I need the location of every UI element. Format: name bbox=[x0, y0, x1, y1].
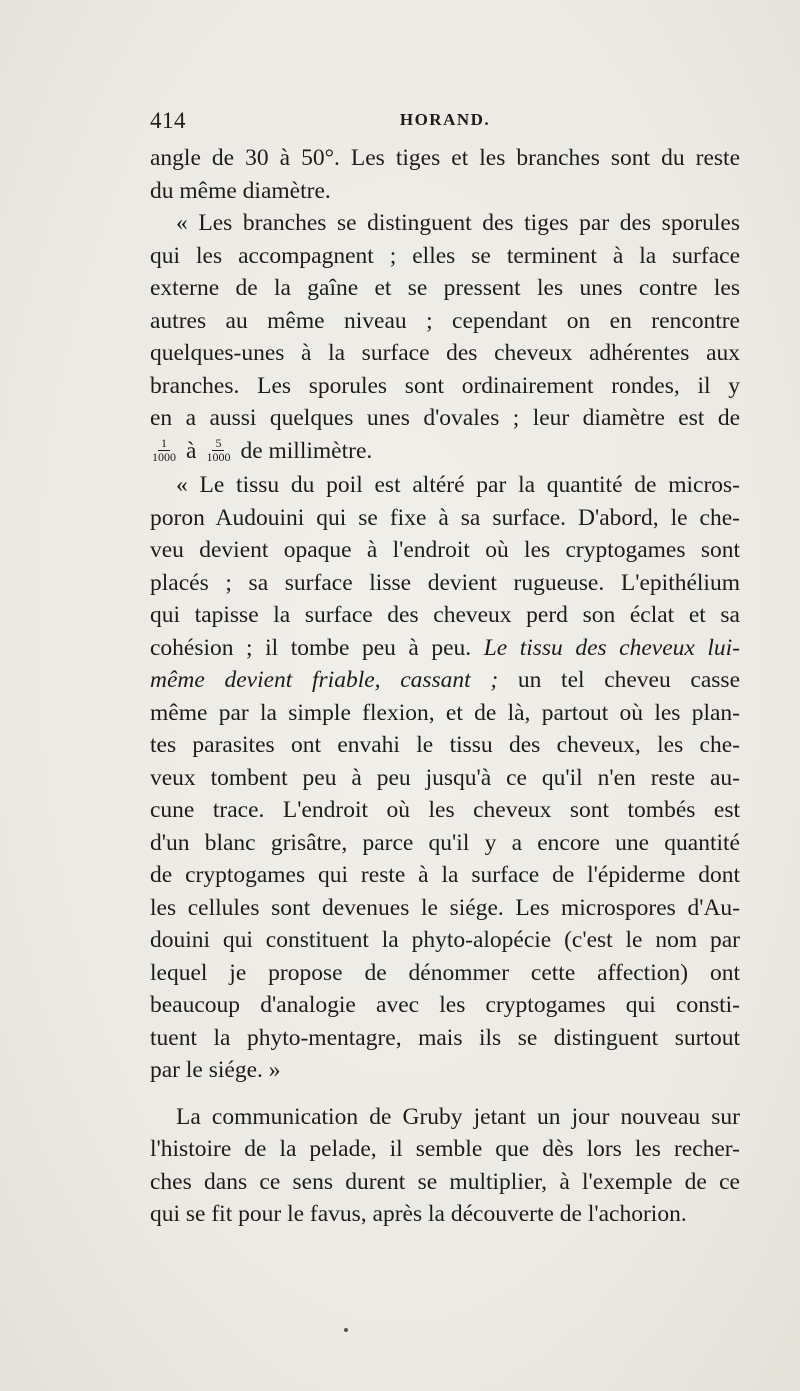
text-line: « Le tissu du poil est altéré par la quantité de micros- bbox=[176, 472, 740, 498]
text-line: branches. Les sporules sont ordinairement rondes, il y bbox=[150, 372, 740, 399]
text-line: poron Audouini qui se fixe à sa surface. D'abord, le che- bbox=[150, 504, 740, 531]
text-line: angle de 30 à 50°. Les tiges et les branches sont du reste bbox=[150, 145, 740, 171]
text-line: placés ; sa surface lisse devient rugueuse. L'epithélium bbox=[150, 569, 740, 596]
text-line: tuent la phyto-mentagre, mais ils se distinguent surtout bbox=[150, 1024, 740, 1051]
text-line: externe de la gaîne et se pressent les unes contre les bbox=[150, 275, 740, 301]
text-segment: cohésion ; il tombe peu à peu. bbox=[150, 634, 484, 661]
text-line: tes parasites ont envahi le tissu des cheveux, les che- bbox=[150, 732, 740, 758]
text-line: ches dans ce sens durent se multiplier, à l'exemple de ce bbox=[150, 1168, 740, 1195]
text-line-with-italic bbox=[150, 632, 740, 665]
text-line: qui tapisse la surface des cheveux perd son éclat et sa bbox=[150, 602, 740, 628]
page-number: 414 bbox=[150, 108, 186, 133]
fraction-2 bbox=[206, 437, 230, 464]
fraction-connector: à bbox=[186, 437, 197, 464]
italic-segment: Le tissu des cheveux lui- bbox=[483, 634, 740, 661]
fraction-line bbox=[150, 435, 740, 468]
page-header bbox=[150, 108, 740, 140]
fraction-1-numerator: 1 bbox=[158, 437, 170, 451]
text-line: en a aussi quelques unes d'ovales ; leur diamètre est de bbox=[150, 405, 740, 431]
fraction-2-numerator: 5 bbox=[212, 437, 224, 451]
fraction-suffix: de millimètre. bbox=[240, 437, 373, 464]
fraction-1 bbox=[152, 437, 176, 464]
text-line: autres au même niveau ; cependant on en rencontre bbox=[150, 307, 740, 334]
text-line: cune trace. L'endroit où les cheveux sont tombés est bbox=[150, 797, 740, 823]
text-line: du même diamètre. bbox=[150, 177, 331, 204]
text-line: beaucoup d'analogie avec les cryptogames qui consti- bbox=[150, 992, 740, 1018]
text-line: par le siége. » bbox=[150, 1057, 281, 1083]
text-line: l'histoire de la pelade, il semble que dès lors les recher- bbox=[150, 1136, 740, 1162]
text-line: qui les accompagnent ; elles se terminent à la surface bbox=[150, 242, 740, 269]
italic-segment: même devient friable, cassant ; bbox=[150, 667, 499, 693]
text-line: quelques-unes à la surface des cheveux adhérentes aux bbox=[150, 340, 740, 366]
text-line: même par la simple flexion, et de là, partout où les plan- bbox=[150, 699, 740, 726]
text-line: les cellules sont devenues le siége. Les microspores d'Au- bbox=[150, 894, 740, 921]
text-line: d'un blanc grisâtre, parce qu'il y a encore une quantité bbox=[150, 829, 740, 856]
text-segment: un tel cheveu casse bbox=[498, 667, 740, 693]
text-line: de cryptogames qui reste à la surface de l'épiderme dont bbox=[150, 862, 740, 888]
text-line: « Les branches se distinguent des tiges par des sporules bbox=[176, 210, 740, 236]
text-line: douini qui constituent la phyto-alopécie (c'est le nom par bbox=[150, 927, 740, 953]
text-line: La communication de Gruby jetant un jour nouveau sur bbox=[176, 1103, 740, 1130]
text-line: veu devient opaque à l'endroit où les cryptogames sont bbox=[150, 537, 740, 563]
print-speck bbox=[344, 1328, 348, 1332]
text-line: qui se fit pour le favus, après la découverte de l'achorion. bbox=[150, 1201, 687, 1227]
text-line-with-italic bbox=[150, 664, 740, 697]
running-head: HORAND. bbox=[399, 110, 491, 129]
fraction-1-denominator: 1000 bbox=[152, 450, 176, 465]
fraction-2-denominator: 1000 bbox=[206, 450, 231, 465]
paragraph-gap bbox=[150, 1087, 740, 1101]
text-line: lequel je propose de dénommer cette affection) ont bbox=[150, 959, 740, 986]
text-line: veux tombent peu à peu jusqu'à ce qu'il n'en reste au- bbox=[150, 764, 740, 791]
body-text bbox=[150, 142, 740, 1231]
